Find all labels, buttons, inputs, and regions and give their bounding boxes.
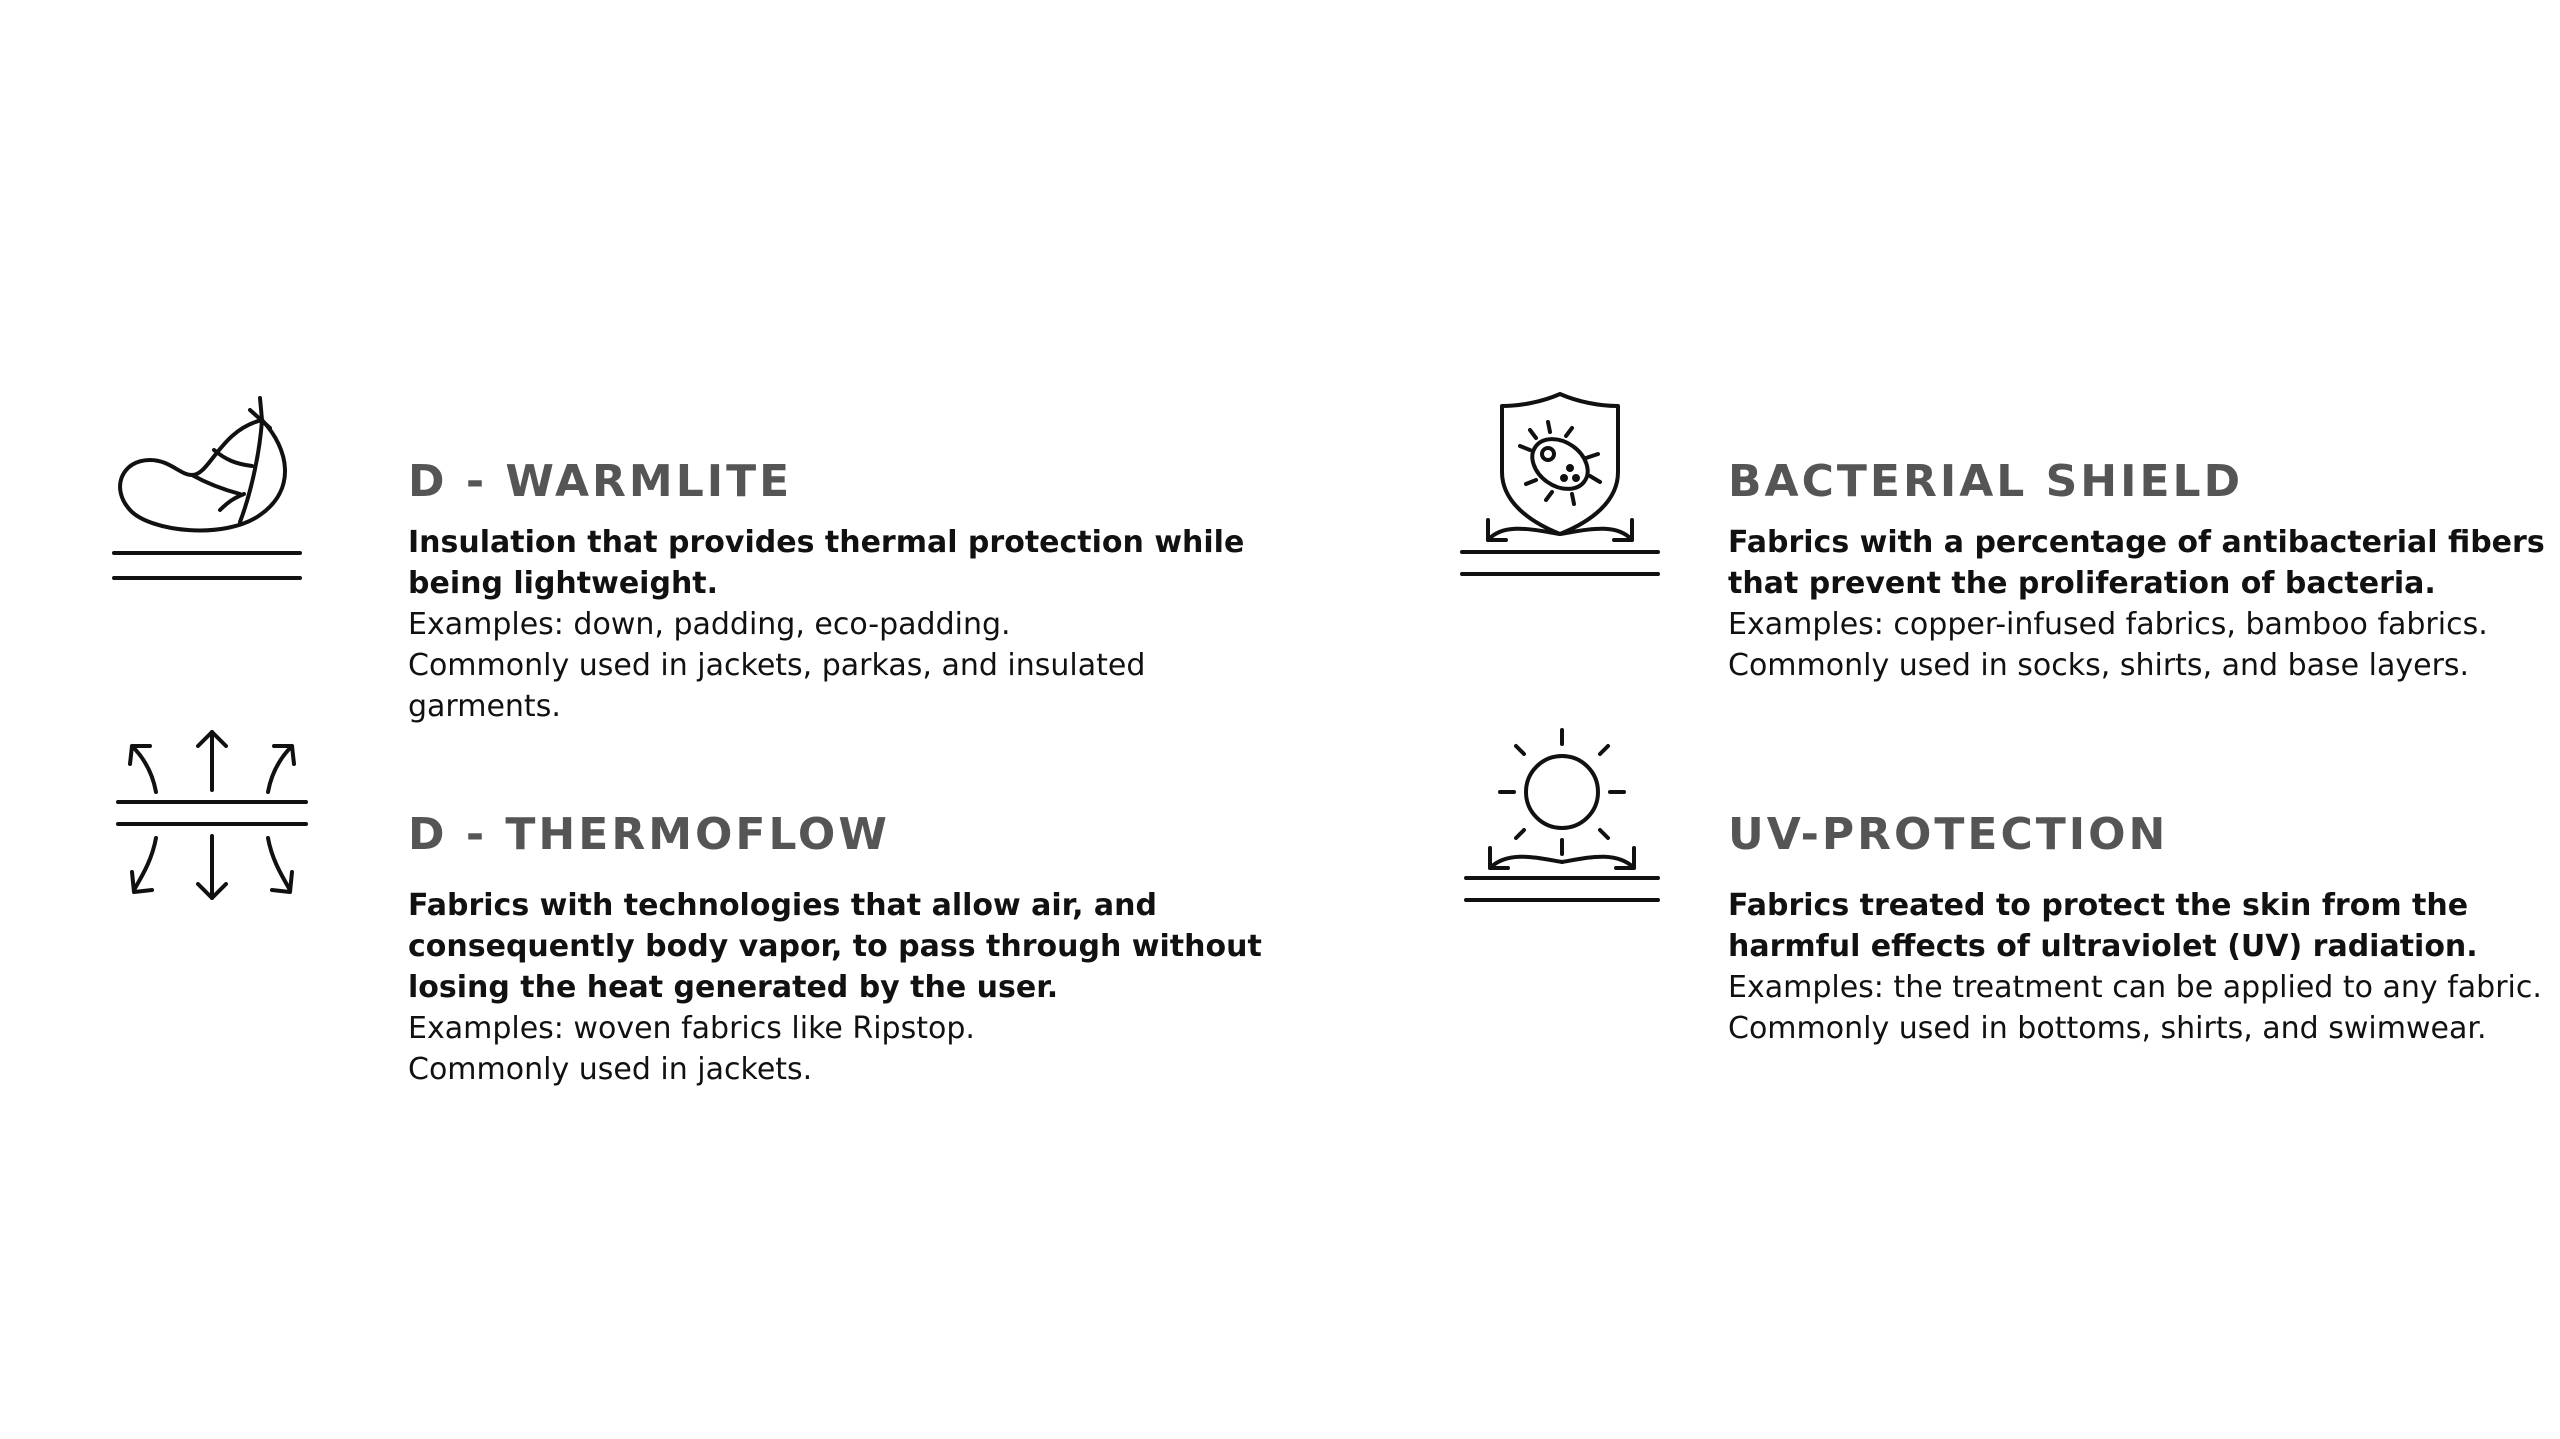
description-line: losing the heat generated by the user. bbox=[408, 970, 1059, 1005]
description-line: Fabrics with technologies that allow air, and bbox=[408, 888, 1157, 923]
examples-line: Examples: copper-infused fabrics, bamboo fabrics. bbox=[1728, 607, 2488, 642]
examples-line: Examples: the treatment can be applied to any fabric. bbox=[1728, 970, 2542, 1005]
usage-line: Commonly used in jackets, parkas, and insulated bbox=[408, 648, 1146, 683]
usage-line: Commonly used in socks, shirts, and base layers. bbox=[1728, 648, 2470, 683]
airflow-arrows-icon bbox=[112, 720, 312, 920]
uv-protection-text bbox=[1728, 809, 2542, 1049]
bacterial-shield-text bbox=[1728, 456, 2545, 686]
examples-line: Examples: down, padding, eco-padding. bbox=[408, 607, 1011, 642]
bacteria-shield-icon bbox=[1460, 392, 1660, 592]
description-line: harmful effects of ultraviolet (UV) radiation. bbox=[1728, 929, 2478, 964]
feature-title: D - WARMLITE bbox=[408, 456, 793, 507]
feature-description bbox=[408, 522, 1244, 727]
feature-description bbox=[1728, 522, 2545, 686]
feature-description bbox=[1728, 885, 2542, 1049]
usage-line: Commonly used in jackets. bbox=[408, 1052, 813, 1087]
thermoflow-text bbox=[408, 809, 1262, 1090]
feature-title: D - THERMOFLOW bbox=[408, 809, 890, 860]
description-line: Fabrics treated to protect the skin from the bbox=[1728, 888, 2469, 923]
feature-description bbox=[408, 885, 1262, 1090]
description-line: consequently body vapor, to pass through without bbox=[408, 929, 1262, 964]
feature-title: BACTERIAL SHIELD bbox=[1728, 456, 2244, 507]
description-line: being lightweight. bbox=[408, 566, 719, 601]
description-line: that prevent the proliferation of bacteria. bbox=[1728, 566, 2436, 601]
warmlite-text bbox=[408, 456, 1245, 727]
usage-line: garments. bbox=[408, 689, 561, 724]
description-line: Fabrics with a percentage of antibacterial fibers bbox=[1728, 525, 2545, 560]
description-line: Insulation that provides thermal protection while bbox=[408, 525, 1245, 560]
usage-line: Commonly used in bottoms, shirts, and swimwear. bbox=[1728, 1011, 2487, 1046]
sun-icon bbox=[1462, 722, 1662, 922]
feather-icon bbox=[110, 390, 310, 590]
feature-title: UV-PROTECTION bbox=[1728, 809, 2169, 860]
examples-line: Examples: woven fabrics like Ripstop. bbox=[408, 1011, 975, 1046]
